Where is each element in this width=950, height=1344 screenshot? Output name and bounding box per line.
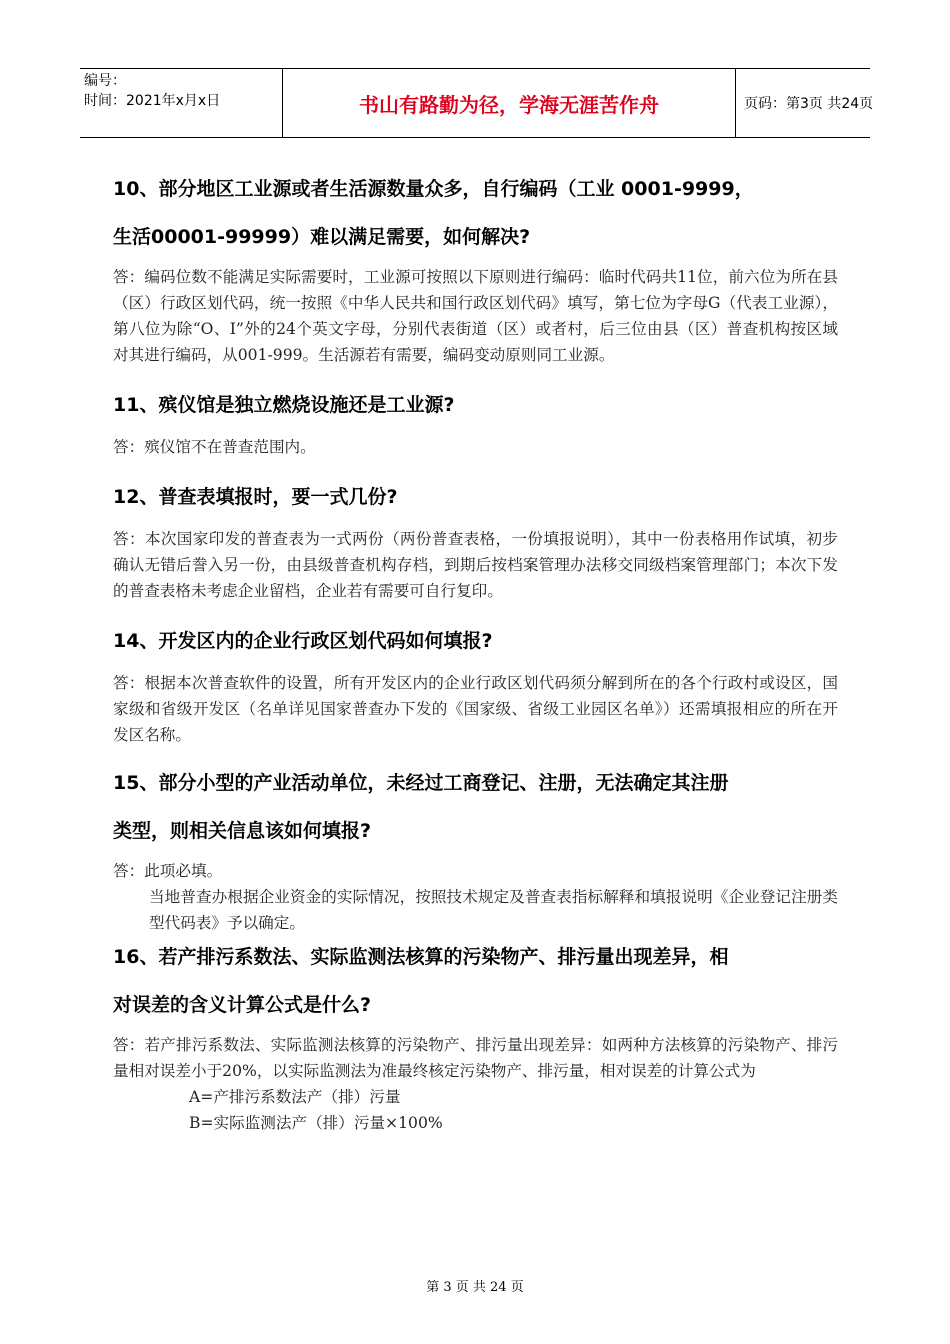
formula-line-b: B=实际监测法产（排）污量×100%: [189, 1114, 443, 1132]
qa-item-10: [113, 162, 838, 368]
document-number: 编号：: [84, 73, 126, 89]
header-motto-cell: [282, 69, 736, 137]
answer-text: 答：本次国家印发的普查表为一式两份（两份普查表格，一份填报说明），其中一份表格用作试填，初步确认无错后誊入另一份，由县级普查机构存档，到期后按档案管理办法移交同级档案管理部门；本次下发的普查表格未考虑企业留档，企业若有需要可自行复印。: [113, 530, 838, 600]
question-heading-cont: 类型，则相关信息该如何填报?: [113, 820, 372, 842]
qa-item-15: [113, 756, 838, 936]
qa-item-11: [113, 390, 838, 460]
header-motto: 书山有路勤为径，学海无涯苦作舟: [359, 92, 659, 117]
header-page-number: 页码：第3页 共24页: [744, 96, 874, 112]
answer-text: 答：若产排污系数法、实际监测法核算的污染物产、排污量出现差异：如两种方法核算的污染物产、排污量相对误差小于20%，以实际监测法为准最终核定污染物产、排污量，相对误差的计算公式为: [113, 1036, 838, 1080]
qa-item-16: [113, 930, 838, 1136]
question-heading: 12、普查表填报时，要一式几份?: [113, 486, 398, 508]
formula-line-a: A=产排污系数法产（排）污量: [189, 1088, 401, 1106]
question-heading-cont: 对误差的含义计算公式是什么?: [113, 994, 372, 1016]
page-header: [80, 68, 874, 138]
question-heading: 15、部分小型的产业活动单位，未经过工商登记、注册，无法确定其注册: [113, 772, 729, 794]
question-heading: 11、殡仪馆是独立燃烧设施还是工业源?: [113, 394, 455, 416]
question-heading: 10、部分地区工业源或者生活源数量众多，自行编码（工业 0001-9999，: [113, 178, 754, 200]
answer-text: 答：殡仪馆不在普查范围内。: [113, 438, 316, 456]
document-body: [113, 168, 838, 1136]
answer-paragraph: 当地普查办根据企业资金的实际情况，按照技术规定及普查表指标解释和填报说明《企业登记注册类型代码表》予以确定。: [149, 888, 838, 932]
question-heading-cont: 生活00001-99999）难以满足需要，如何解决?: [113, 226, 531, 248]
question-heading: 16、若产排污系数法、实际监测法核算的污染物产、排污量出现差异，相: [113, 946, 729, 968]
answer-text: 答：编码位数不能满足实际需要时，工业源可按照以下原则进行编码：临时代码共11位，前六位为所在县（区）行政区划代码，统一按照《中华人民共和国行政区划代码》填写，第七位为字母G（代表工业源），第八位为除“O、I”外的24个英文字母，分别代表街道（区）或者村，后三位由县（区）普查机构按区域对其进行编码，从001-999。生活源若有需要，编码变动原则同工业源。: [113, 268, 838, 364]
answer-text: 答：根据本次普查软件的设置，所有开发区内的企业行政区划代码须分解到所在的各个行政村或设区，国家级和省级开发区（名单详见国家普查办下发的《国家级、省级工业园区名单》）还需填报相应的所在开发区名称。: [113, 674, 838, 744]
page-footer: 第 3 页 共 24 页: [426, 1280, 524, 1295]
qa-item-12: [113, 482, 838, 604]
document-date: 时间：2021年x月x日: [84, 93, 221, 109]
question-heading: 14、开发区内的企业行政区划代码如何填报?: [113, 630, 493, 652]
header-meta: [80, 69, 282, 137]
answer-text: 答：此项必填。: [113, 862, 223, 880]
qa-item-14: [113, 626, 838, 748]
